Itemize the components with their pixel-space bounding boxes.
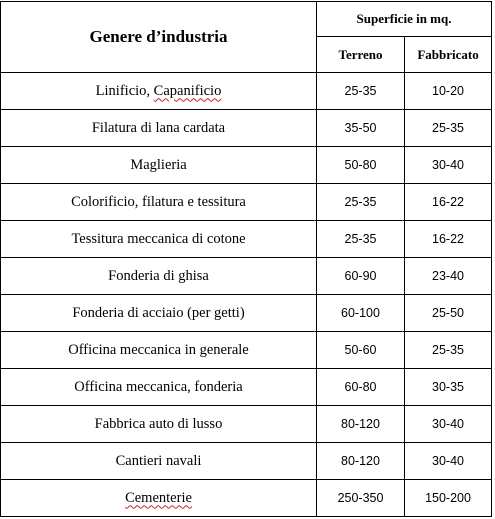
terreno-cell: 50-60 — [317, 332, 405, 369]
industry-name: Filatura di lana cardata — [91, 119, 226, 136]
fabbricato-cell: 23-40 — [405, 258, 492, 295]
table-row — [1, 443, 492, 480]
fabbricato-cell: 25-35 — [405, 332, 492, 369]
terreno-cell: 25-35 — [317, 221, 405, 258]
fabbricato-cell: 30-40 — [405, 443, 492, 480]
industry-name: Fonderia di ghisa — [108, 267, 209, 284]
table-row — [1, 147, 492, 184]
fabbricato-cell: 10-20 — [405, 73, 492, 110]
terreno-cell: 35-50 — [317, 110, 405, 147]
industry-name: Tessitura meccanica di cotone — [71, 230, 246, 247]
fabbricato-cell: 25-35 — [405, 110, 492, 147]
fabbricato-cell: 150-200 — [405, 480, 492, 517]
table-row — [1, 332, 492, 369]
industry-name: Cantieri navali — [115, 452, 202, 469]
header-terreno: Terreno — [317, 37, 405, 73]
terreno-cell: 60-80 — [317, 369, 405, 406]
industry-name-cell — [1, 332, 317, 369]
industry-name: Colorificio, filatura e tessitura — [71, 193, 246, 210]
terreno-cell: 80-120 — [317, 443, 405, 480]
table-row — [1, 221, 492, 258]
industry-name-cell — [1, 147, 317, 184]
table-row — [1, 110, 492, 147]
industry-name-cell — [1, 369, 317, 406]
table-row — [1, 295, 492, 332]
industry-name-cell — [1, 295, 317, 332]
industry-name-cell — [1, 443, 317, 480]
fabbricato-cell: 25-50 — [405, 295, 492, 332]
terreno-cell: 25-35 — [317, 184, 405, 221]
fabbricato-cell: 16-22 — [405, 184, 492, 221]
industry-name-cell — [1, 110, 317, 147]
industry-name-cell — [1, 73, 317, 110]
industry-name: Officina meccanica, fonderia — [74, 378, 243, 395]
industry-name-cell — [1, 406, 317, 443]
industry-name-spellcheck: Capanificio — [153, 82, 222, 99]
header-fabbricato: Fabbricato — [405, 37, 492, 73]
table-row — [1, 369, 492, 406]
table-row — [1, 480, 492, 517]
industry-name-cell — [1, 221, 317, 258]
fabbricato-cell: 30-40 — [405, 406, 492, 443]
industry-name: Officina meccanica in generale — [68, 341, 249, 358]
industry-area-table — [0, 1, 492, 517]
industry-name: Fonderia di acciaio (per getti) — [72, 304, 245, 321]
fabbricato-cell: 30-35 — [405, 369, 492, 406]
terreno-cell: 60-90 — [317, 258, 405, 295]
terreno-cell: 25-35 — [317, 73, 405, 110]
industry-name-cell — [1, 480, 317, 517]
table-row — [1, 406, 492, 443]
fabbricato-cell: 16-22 — [405, 221, 492, 258]
industry-name: Linificio, — [95, 82, 154, 99]
header-genere: Genere d’industria — [1, 2, 317, 73]
industry-name: Maglieria — [130, 156, 187, 173]
industry-name-spellcheck: Cementerie — [125, 489, 192, 506]
industry-name-cell — [1, 184, 317, 221]
table-row — [1, 73, 492, 110]
header-superficie: Superficie in mq. — [317, 2, 492, 37]
industry-name-cell — [1, 258, 317, 295]
table-row — [1, 258, 492, 295]
terreno-cell: 80-120 — [317, 406, 405, 443]
terreno-cell: 50-80 — [317, 147, 405, 184]
industry-name: Fabbrica auto di lusso — [94, 415, 223, 432]
fabbricato-cell: 30-40 — [405, 147, 492, 184]
terreno-cell: 60-100 — [317, 295, 405, 332]
terreno-cell: 250-350 — [317, 480, 405, 517]
table-row — [1, 184, 492, 221]
